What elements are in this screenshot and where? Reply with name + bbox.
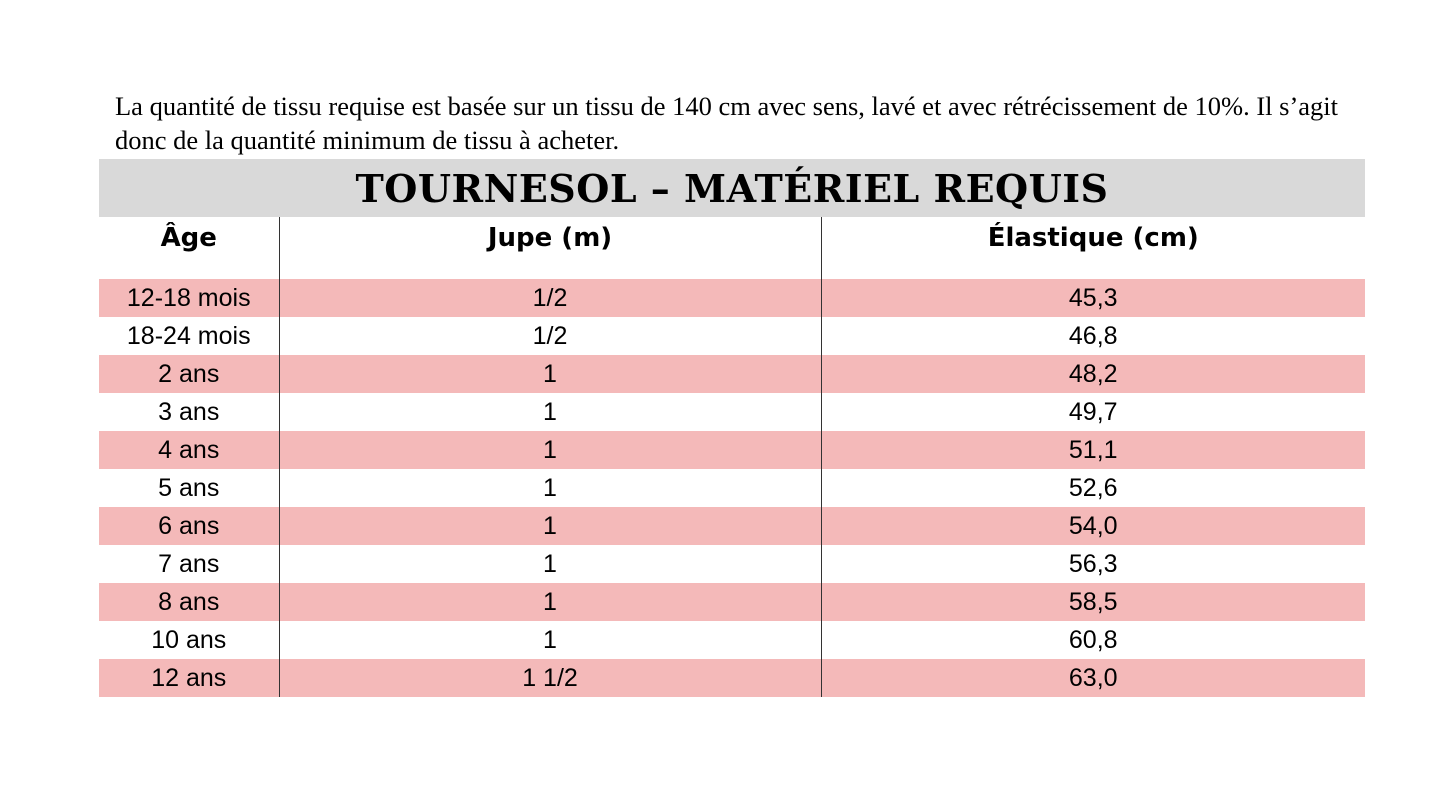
materials-table (99, 159, 1365, 697)
table-row (99, 355, 1365, 393)
table-title: TOURNESOL – MATÉRIEL REQUIS (99, 159, 1365, 217)
elastique-cell: 49,7 (821, 393, 1365, 431)
age-cell: 18-24 mois (99, 317, 279, 355)
age-cell: 12 ans (99, 659, 279, 697)
jupe-cell: 1 (279, 583, 821, 621)
age-cell: 8 ans (99, 583, 279, 621)
elastique-cell: 60,8 (821, 621, 1365, 659)
elastique-cell: 48,2 (821, 355, 1365, 393)
header-jupe: Jupe (m) (279, 217, 821, 279)
age-cell: 7 ans (99, 545, 279, 583)
header-age: Âge (160, 223, 217, 253)
table-row (99, 469, 1365, 507)
jupe-cell: 1 (279, 469, 821, 507)
table-row (99, 621, 1365, 659)
jupe-cell: 1 (279, 507, 821, 545)
jupe-cell: 1 (279, 545, 821, 583)
jupe-cell: 1/2 (279, 279, 821, 317)
age-cell: 4 ans (99, 431, 279, 469)
elastique-cell: 56,3 (821, 545, 1365, 583)
header-row (99, 217, 1365, 279)
table-row (99, 583, 1365, 621)
age-cell: 2 ans (99, 355, 279, 393)
age-cell: 10 ans (99, 621, 279, 659)
age-cell: 12-18 mois (99, 279, 279, 317)
elastique-cell: 51,1 (821, 431, 1365, 469)
age-cell: 3 ans (99, 393, 279, 431)
table-row (99, 545, 1365, 583)
elastique-cell: 58,5 (821, 583, 1365, 621)
jupe-cell: 1/2 (279, 317, 821, 355)
jupe-cell: 1 (279, 355, 821, 393)
table-row (99, 279, 1365, 317)
jupe-cell: 1 (279, 431, 821, 469)
elastique-cell: 63,0 (821, 659, 1365, 697)
elastique-cell: 46,8 (821, 317, 1365, 355)
table-row (99, 659, 1365, 697)
elastique-cell: 54,0 (821, 507, 1365, 545)
intro-paragraph: La quantité de tissu requise est basée sur un tissu de 140 cm avec sens, lavé et avec rétrécissement de 10%. Il s’agit donc de la quantité minimum de tissu à acheter. (115, 90, 1339, 155)
jupe-cell: 1 (279, 393, 821, 431)
elastique-cell: 52,6 (821, 469, 1365, 507)
header-elastique: Élastique (cm) (821, 217, 1365, 279)
table-row (99, 431, 1365, 469)
table-row (99, 393, 1365, 431)
jupe-cell: 1 (279, 621, 821, 659)
jupe-cell: 1 1/2 (279, 659, 821, 697)
table-row (99, 317, 1365, 355)
elastique-cell: 45,3 (821, 279, 1365, 317)
age-cell: 6 ans (99, 507, 279, 545)
age-cell: 5 ans (99, 469, 279, 507)
table-row (99, 507, 1365, 545)
